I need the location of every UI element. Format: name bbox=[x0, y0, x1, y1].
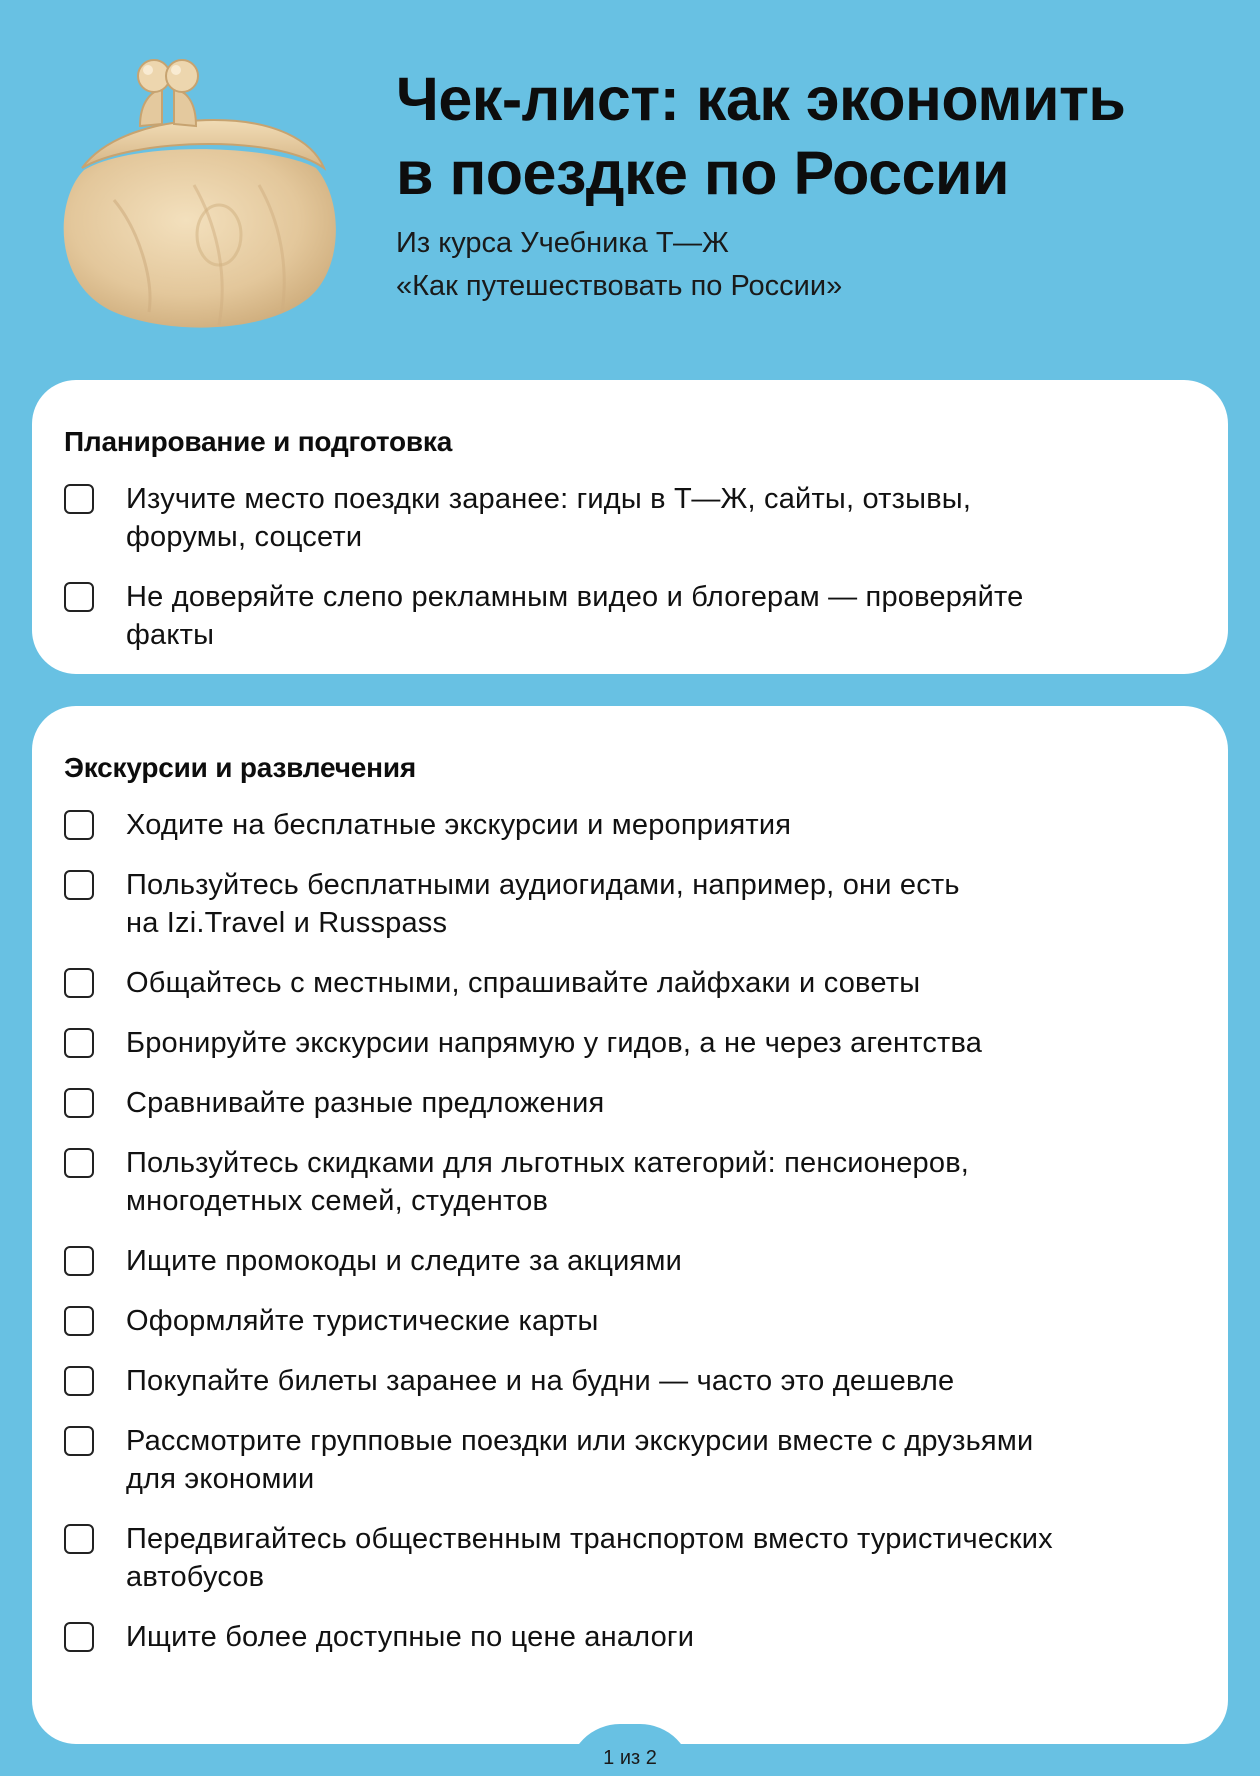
page-indicator: 1 из 2 bbox=[568, 1724, 692, 1776]
checkbox[interactable] bbox=[64, 1088, 94, 1118]
checklist-item-text: Ищите более доступные по цене аналоги bbox=[126, 1621, 695, 1653]
checkbox[interactable] bbox=[64, 1246, 94, 1276]
section-title: Экскурсии и развлечения bbox=[64, 752, 416, 783]
coin-purse-icon bbox=[44, 50, 354, 340]
checklist-item[interactable] bbox=[64, 964, 1198, 1002]
checklist-item-text: Ищите промокоды и следите за акциями bbox=[126, 1245, 682, 1277]
subtitle-line-2: «Как путешествовать по России» bbox=[396, 270, 843, 302]
checkbox[interactable] bbox=[64, 1524, 94, 1554]
checkbox[interactable] bbox=[64, 810, 94, 840]
checklist-item[interactable] bbox=[64, 1084, 1198, 1122]
checklist-item-text: Изучите место поездки заранее: гиды в Т—Ж, сайты, отзывы, форумы, соцсети bbox=[126, 483, 972, 553]
checkbox[interactable] bbox=[64, 968, 94, 998]
checklist-item-text: Оформляйте туристические карты bbox=[126, 1305, 599, 1337]
checklist-item-text: Ходите на бесплатные экскурсии и мероприятия bbox=[126, 809, 792, 841]
checklist-item-text: Пользуйтесь бесплатными аудиогидами, например, они есть на Izi.Travel и Russpass bbox=[126, 869, 960, 939]
subtitle-line-1: Из курса Учебника Т—Ж bbox=[396, 227, 729, 259]
checkbox[interactable] bbox=[64, 582, 94, 612]
checklist-item[interactable] bbox=[64, 1242, 1198, 1280]
card-planning bbox=[32, 380, 1228, 674]
checklist-item[interactable] bbox=[64, 1144, 1198, 1220]
checklist-item[interactable] bbox=[64, 1024, 1198, 1062]
checklist-item[interactable] bbox=[64, 1362, 1198, 1400]
checkbox[interactable] bbox=[64, 484, 94, 514]
checkbox[interactable] bbox=[64, 1148, 94, 1178]
section-title: Планирование и подготовка bbox=[64, 426, 453, 457]
checkbox[interactable] bbox=[64, 1028, 94, 1058]
checklist-item[interactable] bbox=[64, 1618, 1198, 1656]
page-subtitle bbox=[396, 222, 1216, 308]
checklist-item-text: Покупайте билеты заранее и на будни — часто это дешевле bbox=[126, 1365, 955, 1397]
checklist-item[interactable] bbox=[64, 1520, 1198, 1596]
checklist-item-text: Передвигайтесь общественным транспортом вместо туристических автобусов bbox=[126, 1523, 1053, 1593]
card-excursions bbox=[32, 706, 1228, 1744]
checklist-item[interactable] bbox=[64, 1422, 1198, 1498]
checklist-item[interactable] bbox=[64, 806, 1198, 844]
checklist-item-text: Бронируйте экскурсии напрямую у гидов, а не через агентства bbox=[126, 1027, 983, 1059]
checkbox[interactable] bbox=[64, 1622, 94, 1652]
checklist-item-text: Общайтесь с местными, спрашивайте лайфхаки и советы bbox=[126, 967, 921, 999]
checkbox[interactable] bbox=[64, 870, 94, 900]
checklist-item[interactable] bbox=[64, 480, 1198, 556]
checklist-item[interactable] bbox=[64, 1302, 1198, 1340]
checklist-item-text: Рассмотрите групповые поездки или экскурсии вместе с друзьями для экономии bbox=[126, 1425, 1034, 1495]
header bbox=[0, 0, 1260, 370]
checklist-item-text: Не доверяйте слепо рекламным видео и блогерам — проверяйте факты bbox=[126, 581, 1024, 651]
checklist-item-text: Пользуйтесь скидками для льготных категорий: пенсионеров, многодетных семей, студентов bbox=[126, 1147, 970, 1217]
page-title bbox=[396, 62, 1226, 210]
checkbox[interactable] bbox=[64, 1426, 94, 1456]
checkbox[interactable] bbox=[64, 1306, 94, 1336]
checkbox[interactable] bbox=[64, 1366, 94, 1396]
checklist-item[interactable] bbox=[64, 866, 1198, 942]
title-line-2: в поездке по России bbox=[396, 139, 1009, 207]
checklist-item-text: Сравнивайте разные предложения bbox=[126, 1087, 605, 1119]
checklist-item[interactable] bbox=[64, 578, 1198, 654]
title-line-1: Чек-лист: как экономить bbox=[396, 65, 1126, 133]
